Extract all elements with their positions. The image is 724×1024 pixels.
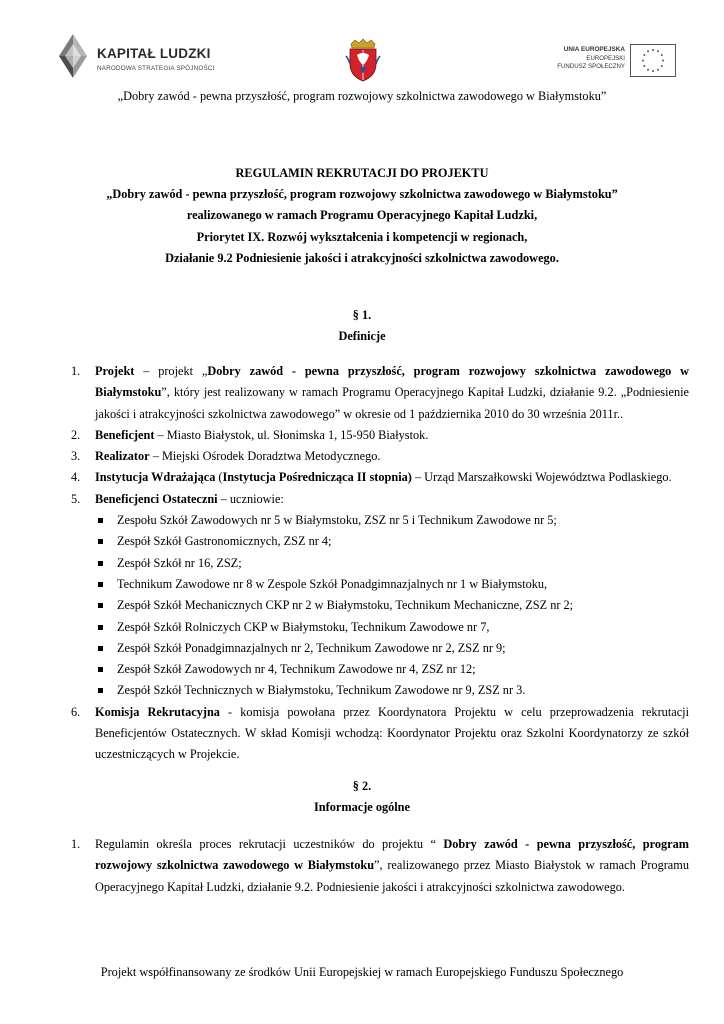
document-title [0, 163, 724, 269]
item-number: 2. [71, 427, 81, 442]
item-number: 6. [71, 704, 81, 719]
bullet-icon [98, 667, 103, 672]
kapital-ludzki-logo [55, 32, 235, 82]
definition-item-1 [71, 361, 689, 425]
definition-term: Instytucja Wdrażająca [95, 470, 216, 485]
definition-term: Beneficjent [95, 427, 155, 442]
title-line-1: REGULAMIN REKRUTACJI DO PROJEKTU [235, 166, 489, 180]
bullet-icon [98, 603, 103, 608]
school-name: Zespół Szkół Mechanicznych CKP nr 2 w Białymstoku, Technikum Mechaniczne, ZSZ nr 2; [117, 598, 574, 613]
general-text: ”, realizowanego przez Miasto Białystok w ramach Programu Operacyjnego Kapitał Ludzki, działanie 9.2. Podniesienie jakości i atrakcyjności szkolnictwa zawodowego. [95, 858, 689, 894]
definition-item-3 [71, 446, 689, 467]
title-line-3: realizowanego w ramach Programu Operacyjnego Kapitał Ludzki, [186, 208, 538, 223]
bialystok-crest-icon [345, 38, 381, 82]
bullet-icon [98, 518, 103, 523]
list-item [95, 617, 689, 638]
bullet-icon [98, 646, 103, 651]
section-2-title: Informacje ogólne [314, 800, 410, 814]
school-name: Technikum Zawodowe nr 8 w Zespole Szkół Ponadgimnazjalnych nr 1 w Białymstoku, [117, 576, 548, 591]
title-line-5: Działanie 9.2 Podniesienie jakości i atrakcyjności szkolnictwa zawodowego. [165, 250, 559, 265]
definition-term: Beneficjenci Ostateczni [95, 491, 218, 506]
definition-text: – Miejski Ośrodek Doradztwa Metodycznego. [149, 449, 381, 464]
list-item [95, 574, 689, 595]
general-info-list [71, 834, 689, 898]
definition-text: – Urząd Marszałkowski Województwa Podlaskiego. [411, 470, 672, 485]
school-name: Zespół Szkół Gastronomicznych, ZSZ nr 4; [117, 534, 332, 549]
definition-term: Projekt [95, 364, 135, 378]
definition-item-2 [71, 425, 689, 446]
school-name: Zespół Szkół nr 16, ZSZ; [117, 555, 242, 570]
school-name: Zespół Szkół Rolniczych CKP w Białymstoku, Technikum Zawodowe nr 7, [117, 619, 490, 634]
eu-fund-logo [546, 44, 676, 78]
school-name: Zespołu Szkół Zawodowych nr 5 w Białymstoku, ZSZ nr 5 i Technikum Zawodowe nr 5; [117, 513, 557, 528]
section-1-mark: § 1. [352, 308, 372, 322]
list-item [95, 553, 689, 574]
project-name: Dobry zawód - pewna przyszłość, program rozwojowy szkolnictwa zawodowego w Białymstoku [95, 364, 689, 400]
list-item [95, 638, 689, 659]
definition-text: - komisja powołana przez Koordynatora Projektu w celu przeprowadzenia rekrutacji Beneficjentów Ostatecznych. W skład Komisji wchodzą: Koordynator Projektu oraz Szkolni Koordynatorzy ze szkół uczestniczących w Projekcie. [95, 704, 689, 762]
school-name: Zespół Szkół Zawodowych nr 4, Technikum Zawodowe nr 4, ZSZ nr 12; [117, 662, 476, 677]
list-item [95, 595, 689, 616]
bullet-icon [98, 582, 103, 587]
kapital-ludzki-emblem-icon [55, 32, 91, 80]
list-item [95, 680, 689, 701]
definitions-list [71, 361, 689, 766]
definition-text: ”, który jest realizowany w ramach Programu Operacyjnego Kapitał Ludzki, działanie 9.2. „Podniesienie jakości i atrakcyjności szkolnictwa zawodowego” w okresie od 1 października 2010 do 30 września 2011r.. [95, 385, 689, 421]
section-1-title: Definicje [338, 329, 386, 343]
section-2-mark: § 2. [352, 779, 372, 793]
bullet-icon [98, 539, 103, 544]
eu-label-line1: UNIA EUROPEJSKA [563, 46, 625, 53]
eu-flag-icon [630, 44, 676, 77]
definition-term-alt: Instytucja Pośrednicząca II stopnia) [222, 470, 412, 485]
kapital-ludzki-subtitle: NARODOWA STRATEGIA SPÓJNOŚCI [97, 65, 215, 72]
definition-text: – projekt „ [134, 364, 208, 378]
section-2-heading [0, 776, 724, 818]
general-item-1 [71, 834, 689, 898]
bullet-icon [98, 561, 103, 566]
title-line-2: „Dobry zawód - pewna przyszłość, program rozwojowy szkolnictwa zawodowego w Białymstoku” [106, 187, 618, 202]
item-number: 5. [71, 491, 81, 506]
eu-label-line3: FUNDUSZ SPOŁECZNY [557, 63, 625, 71]
school-name: Zespół Szkół Ponadgimnazjalnych nr 2, Technikum Zawodowe nr 2, ZSZ nr 9; [117, 640, 506, 655]
definition-item-5 [71, 489, 689, 702]
list-item [95, 510, 689, 531]
list-item [95, 531, 689, 552]
definition-text: – Miasto Białystok, ul. Słonimska 1, 15-950 Białystok. [154, 427, 429, 442]
kapital-ludzki-title: KAPITAŁ LUDZKI [97, 46, 211, 61]
item-number: 1. [71, 364, 81, 378]
section-1-heading [0, 305, 724, 347]
definition-item-4 [71, 467, 689, 488]
item-number: 3. [71, 449, 81, 464]
project-name: Dobry zawód - pewna przyszłość, program rozwojowy szkolnictwa zawodowego w Białymstoku [95, 837, 689, 873]
definition-text: ( [215, 470, 223, 485]
school-list [95, 510, 689, 702]
definition-term: Realizator [95, 449, 150, 464]
school-name: Zespół Szkół Technicznych w Białymstoku, Technikum Zawodowe nr 9, ZSZ nr 3. [117, 683, 526, 698]
definition-term: Komisja Rekrutacyjna [95, 704, 220, 719]
bullet-icon [98, 688, 103, 693]
definition-item-6 [71, 702, 689, 766]
page-footer: Projekt współfinansowany ze środków Unii Europejskiej w ramach Europejskiego Funduszu Społecznego [100, 965, 624, 979]
header-project-line: „Dobry zawód - pewna przyszłość, program rozwojowy szkolnictwa zawodowego w Białymstoku” [117, 89, 607, 103]
list-item [95, 659, 689, 680]
bullet-icon [98, 625, 103, 630]
definition-text: – uczniowie: [217, 491, 284, 506]
item-number: 1. [71, 837, 81, 851]
eu-label-line2: EUROPEJSKI [586, 54, 625, 62]
title-line-4: Priorytet IX. Rozwój wykształcenia i kompetencji w regionach, [196, 229, 528, 244]
general-text: Regulamin określa proces rekrutacji uczestników do projektu “ [95, 837, 444, 851]
item-number: 4. [71, 470, 81, 485]
